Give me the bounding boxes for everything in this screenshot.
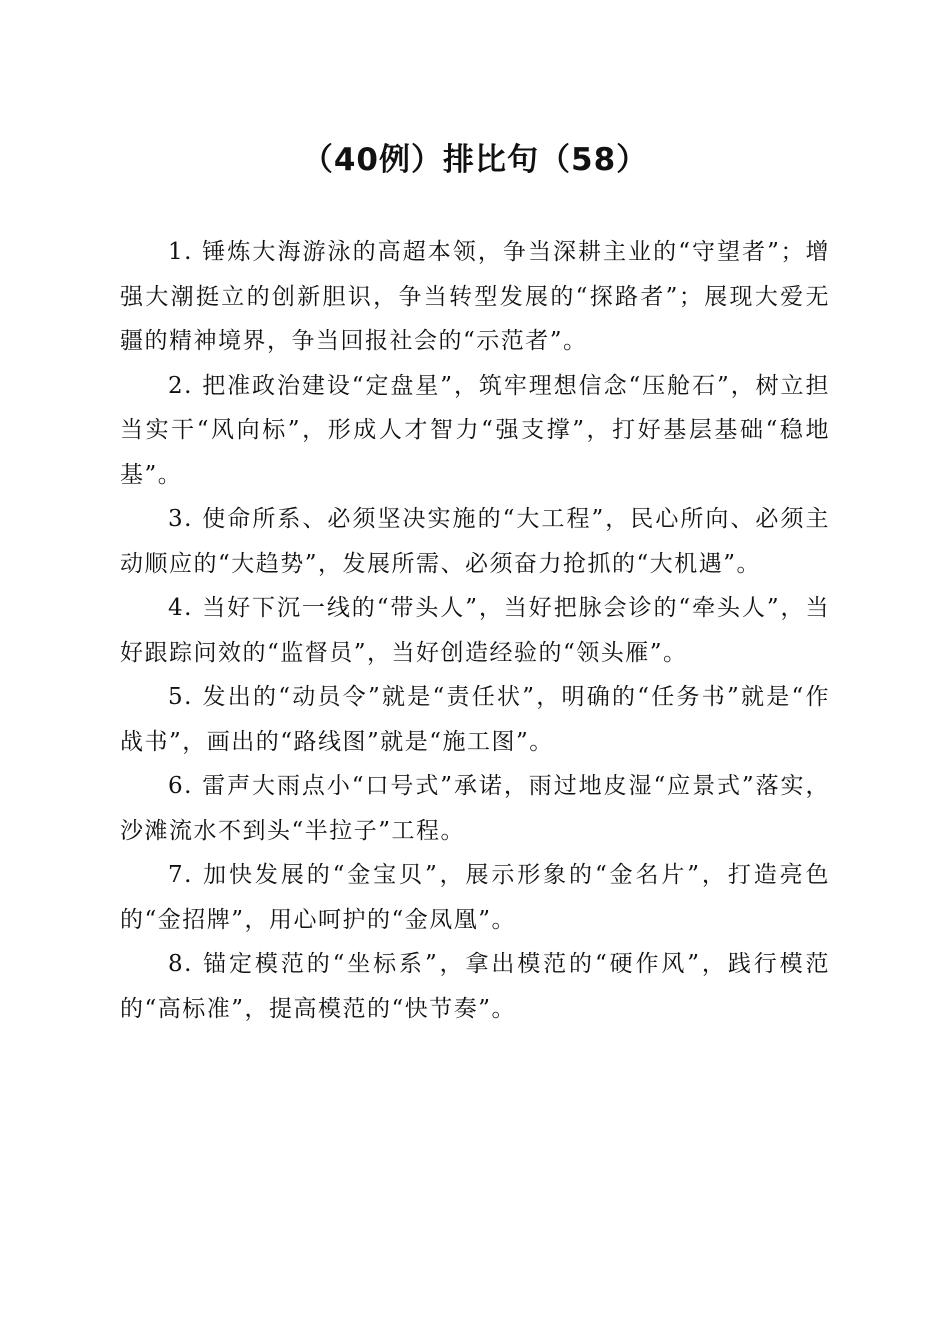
paragraph-8: 8. 锚定模范的“坐标系”，拿出模范的“硬作风”，践行模范的“高标准”，提高模范的“快节奏”。 [120,951,830,1022]
page-title: （40例）排比句（58） [301,142,649,178]
paragraph-3: 3. 使命所系、必须坚决实施的“大工程”，民心所向、必须主动顺应的“大趋势”，发展所需、必须奋力抢抓的“大机遇”。 [120,506,830,577]
paragraph-4: 4. 当好下沉一线的“带头人”，当好把脉会诊的“牵头人”，当好跟踪问效的“监督员”，当好创造经验的“领头雁”。 [120,595,830,666]
paragraph-7: 7. 加快发展的“金宝贝”，展示形象的“金名片”，打造亮色的“金招牌”，用心呵护的“金凤凰”。 [120,862,830,933]
paragraph-5: 5. 发出的“动员令”就是“责任状”，明确的“任务书”就是“作战书”，画出的“路线图”就是“施工图”。 [120,684,830,755]
document-body [120,230,830,1031]
paragraph-6: 6. 雷声大雨点小“口号式”承诺，雨过地皮湿“应景式”落实，沙滩流水不到头“半拉子”工程。 [120,773,830,844]
paragraph-1: 1. 锤炼大海游泳的高超本领，争当深耕主业的“守望者”；增强大潮挺立的创新胆识，争当转型发展的“探路者”；展现大爱无疆的精神境界，争当回报社会的“示范者”。 [120,239,830,354]
paragraph-2: 2. 把准政治建设“定盘星”，筑牢理想信念“压舱石”，树立担当实干“风向标”，形成人才智力“强支撑”，打好基层基础“稳地基”。 [120,372,830,488]
